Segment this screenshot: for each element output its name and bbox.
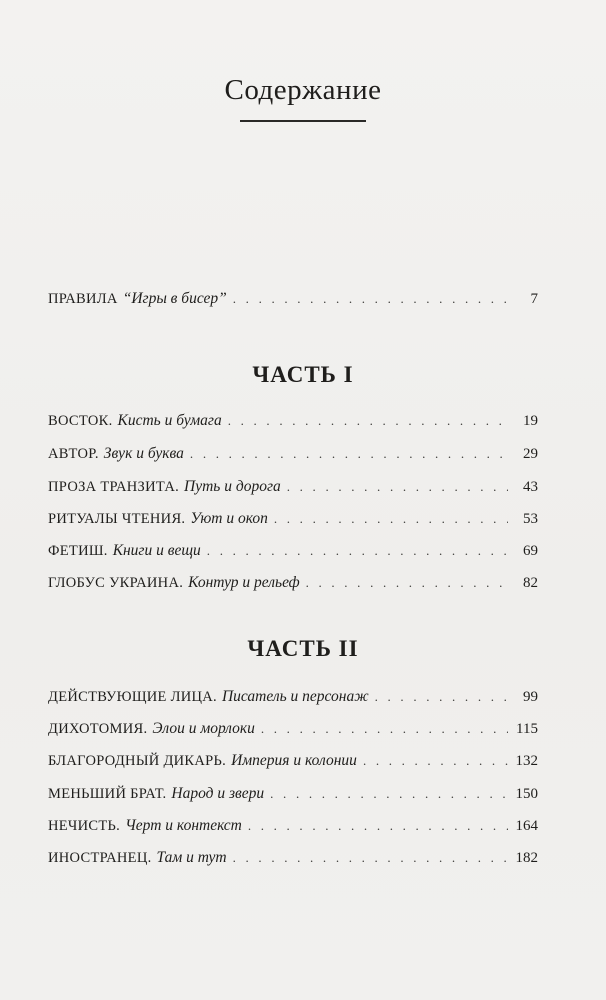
dot-leader [233, 291, 508, 307]
dot-leader [207, 543, 508, 559]
toc-entry-heading: ДИХОТОМИЯ. [48, 721, 148, 737]
part-two-title: ЧАСТЬ II [247, 636, 359, 661]
toc-entry-subtitle: Империя и колонии [231, 752, 357, 769]
dot-leader [248, 818, 508, 834]
toc-entry [48, 849, 538, 871]
toc-entry-subtitle: Книги и вещи [112, 542, 201, 559]
toc-entry-subtitle: Кисть и бумага [117, 412, 222, 429]
dot-leader [190, 446, 508, 462]
dot-leader [261, 721, 508, 737]
toc-entry-subtitle: Звук и буква [103, 445, 184, 462]
toc-entry-subtitle: Контур и рельеф [188, 574, 300, 591]
toc-entry [48, 412, 538, 434]
toc-entry [48, 785, 538, 807]
dot-leader [274, 511, 508, 527]
toc-entry-intro [48, 290, 538, 312]
page-title: Содержание [224, 74, 382, 106]
title-underline [240, 120, 366, 122]
toc-entry-subtitle: Черт и контекст [125, 817, 242, 834]
toc-entry-subtitle: Уют и окоп [190, 510, 268, 527]
toc-entry-subtitle: Элои и морлоки [152, 720, 255, 737]
part-one-title: ЧАСТЬ I [252, 362, 354, 387]
toc-entry-page: 43 [523, 479, 538, 495]
toc-entry-page: 82 [523, 575, 538, 591]
toc-entry-subtitle: Народ и звери [171, 785, 265, 802]
toc-entry-heading: ИНОСТРАНЕЦ. [48, 850, 152, 866]
dot-leader [270, 786, 508, 802]
toc-entry-page: 29 [523, 446, 538, 462]
toc-entry-page: 53 [523, 511, 538, 527]
toc-entry [48, 478, 538, 500]
toc-entry-heading: ДЕЙСТВУЮЩИЕ ЛИЦА. [48, 689, 217, 705]
toc-entry-heading: БЛАГОРОДНЫЙ ДИКАРЬ. [48, 753, 227, 769]
toc-entry-page: 69 [523, 543, 538, 559]
toc-entry-heading: АВТОР. [48, 446, 99, 462]
toc-entry-subtitle: Там и тут [156, 849, 227, 866]
toc-entry-heading: ГЛОБУС УКРАИНА. [48, 575, 184, 591]
toc-entry-subtitle: Писатель и персонаж [221, 688, 369, 705]
toc-entry-page: 150 [515, 786, 538, 802]
toc-entry [48, 542, 538, 564]
toc-entry [48, 510, 538, 532]
toc-entry-page: 115 [516, 721, 538, 737]
toc-entry-heading: ФЕТИШ. [48, 543, 108, 559]
toc-entry-heading: ПРОЗА ТРАНЗИТА. [48, 479, 180, 495]
dot-leader [375, 689, 508, 705]
toc-entry [48, 574, 538, 596]
toc-entry-heading: МЕНЬШИЙ БРАТ. [48, 786, 167, 802]
toc-entry-page: 19 [523, 413, 538, 429]
toc-entry-heading: НЕЧИСТЬ. [48, 818, 121, 834]
dot-leader [287, 479, 508, 495]
toc-entry-subtitle: Путь и дорога [184, 478, 281, 495]
dot-leader [306, 575, 508, 591]
toc-entry [48, 817, 538, 839]
toc-entry [48, 445, 538, 467]
toc-entry-page: 182 [515, 850, 538, 866]
toc-entry-heading: ПРАВИЛА [48, 291, 118, 307]
dot-leader [233, 850, 508, 866]
toc-entry [48, 720, 538, 742]
toc-entry-page: 99 [523, 689, 538, 705]
toc-entry-page: 164 [515, 818, 538, 834]
dot-leader [363, 753, 508, 769]
toc-entry-page: 132 [515, 753, 538, 769]
dot-leader [228, 413, 508, 429]
toc-entry-page: 7 [530, 291, 538, 307]
toc-entry-subtitle: “Игры в бисер” [122, 290, 227, 307]
toc-entry [48, 688, 538, 710]
toc-entry-heading: РИТУАЛЫ ЧТЕНИЯ. [48, 511, 186, 527]
toc-entry [48, 752, 538, 774]
toc-entry-heading: ВОСТОК. [48, 413, 113, 429]
